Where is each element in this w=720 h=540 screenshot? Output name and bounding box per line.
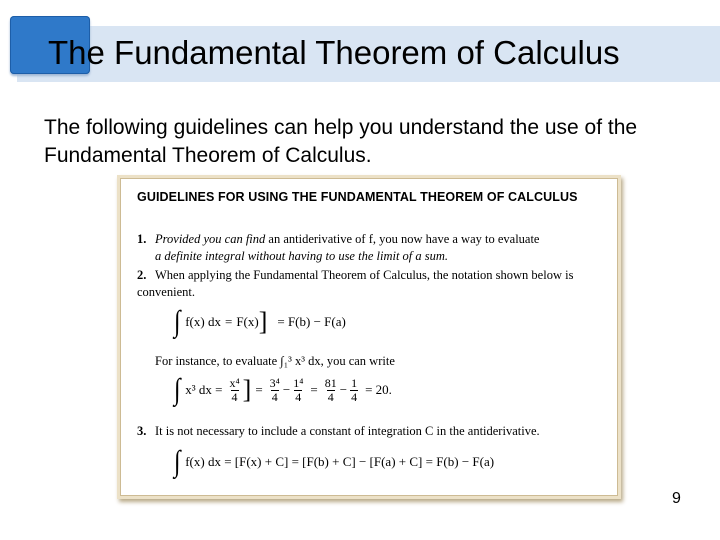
frac-num: 1⁴ xyxy=(293,375,304,390)
frac-num: x⁴ xyxy=(229,375,240,390)
equation-constant xyxy=(173,447,494,477)
equation-example xyxy=(173,375,392,405)
page-title: The Fundamental Theorem of Calculus xyxy=(48,34,620,71)
integral-sign: ∫ xyxy=(173,445,181,478)
fraction xyxy=(325,377,337,404)
frac-den: 4 xyxy=(295,389,302,404)
eval-bracket: ] xyxy=(242,375,252,404)
item1-line2: a definite integral without having to use the limit of a sum. xyxy=(155,249,449,263)
equals-sign: = xyxy=(310,382,318,397)
frac-den: 4 xyxy=(351,389,358,404)
item2-text: When applying the Fundamental Theorem of Calculus, the notation shown below is convenient. xyxy=(137,268,574,299)
frac-num: 81 xyxy=(324,375,337,390)
fraction xyxy=(229,377,239,404)
frac-den: 4 xyxy=(271,389,278,404)
guidelines-heading: GUIDELINES FOR USING THE FUNDAMENTAL THEOREM OF CALCULUS xyxy=(137,190,578,204)
integral-sign: ∫ xyxy=(173,305,181,338)
eq1-integrand: f(x) dx xyxy=(185,314,221,329)
fraction xyxy=(350,377,358,404)
guideline-item-3 xyxy=(137,423,607,440)
guideline-item-1 xyxy=(137,231,607,265)
eq1-rhs: = F(b) − F(a) xyxy=(277,314,346,329)
item1-italic-lead: Provided you can find xyxy=(155,232,266,246)
eq2-integrand: x³ dx = xyxy=(185,382,223,397)
item-number: 1. xyxy=(137,232,147,246)
item-number: 2. xyxy=(137,268,147,282)
item-number: 3. xyxy=(137,424,147,438)
frac-num: 1 xyxy=(351,375,358,390)
minus-sign: − xyxy=(282,382,291,397)
item3-text: It is not necessary to include a constant of integration C in the antiderivative. xyxy=(155,424,540,438)
eq1-equals: = xyxy=(224,314,233,329)
fraction xyxy=(293,377,303,404)
eval-bracket: ] xyxy=(258,307,268,336)
minus-sign: − xyxy=(339,382,348,397)
item1-text: an antiderivative of f, you now have a way to evaluate xyxy=(268,232,540,246)
frac-den: 4 xyxy=(231,389,238,404)
slide-number: 9 xyxy=(672,490,681,507)
eq3-text: f(x) dx = [F(x) + C] = [F(b) + C] − [F(a) + C] = F(b) − F(a) xyxy=(185,454,495,469)
fraction xyxy=(270,377,280,404)
intro-text: The following guidelines can help you understand the use of the Fundamental Theorem of Calculus. xyxy=(44,116,638,167)
guideline-item-2 xyxy=(137,267,607,301)
equation-notation xyxy=(173,307,346,337)
integral-sign: ∫ xyxy=(173,373,181,406)
frac-num: 3⁴ xyxy=(269,375,280,390)
eq1-antiderivative: F(x) xyxy=(236,314,259,329)
equals-sign: = xyxy=(255,382,263,397)
instance-text: For instance, to evaluate ∫₁³ x³ dx, you can write xyxy=(155,354,395,368)
frac-den: 4 xyxy=(327,389,334,404)
guidelines-box xyxy=(120,178,618,496)
eq2-result: = 20. xyxy=(365,382,392,397)
